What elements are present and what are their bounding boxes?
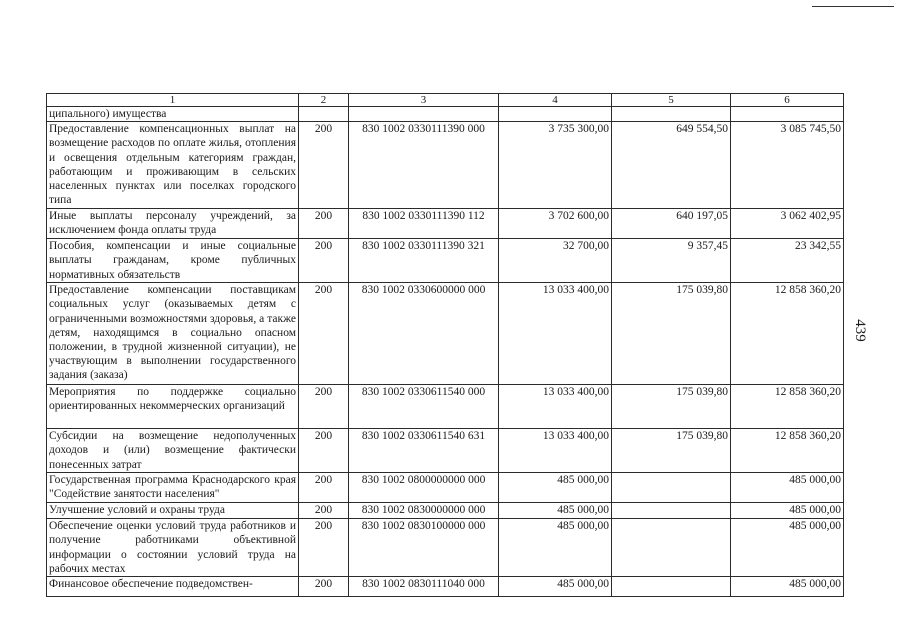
row-value-executed: 649 554,50: [612, 122, 731, 209]
header-col-6: 6: [731, 94, 844, 107]
row-value-approved: 3 735 300,00: [499, 122, 612, 209]
row-code: 200: [299, 473, 349, 503]
table-row: [47, 577, 844, 597]
table-row: [47, 385, 844, 429]
row-value-unexecuted: [731, 107, 844, 122]
budget-table: [46, 93, 844, 597]
row-value-unexecuted: 3 085 745,50: [731, 122, 844, 209]
row-value-approved: 485 000,00: [499, 503, 612, 519]
row-kbk: 830 1002 0330111390 000: [349, 122, 499, 209]
row-kbk: 830 1002 0830000000 000: [349, 503, 499, 519]
row-code: 200: [299, 239, 349, 283]
page-number: 439: [851, 319, 868, 342]
row-value-approved: 13 033 400,00: [499, 283, 612, 385]
row-value-executed: [612, 473, 731, 503]
row-kbk: 830 1002 0330611540 000: [349, 385, 499, 429]
row-name: Государственная программа Краснодарского края "Содействие занятости населения": [47, 473, 299, 503]
header-col-1: 1: [47, 94, 299, 107]
row-kbk: 830 1002 0330611540 631: [349, 429, 499, 473]
header-row: [47, 94, 844, 107]
row-value-executed: 640 197,05: [612, 209, 731, 239]
row-name: Улучшение условий и охраны труда: [47, 503, 299, 519]
row-value-approved: 13 033 400,00: [499, 385, 612, 429]
row-value-unexecuted: 485 000,00: [731, 503, 844, 519]
row-code: 200: [299, 209, 349, 239]
header-col-3: 3: [349, 94, 499, 107]
row-name: Предоставление компенсационных выплат на возмещение расходов по оплате жилья, отопления и освещения отдельным категориям граждан, работающим и проживающим в сельских населенных пунктах или поселках городского типа: [47, 122, 299, 209]
row-value-unexecuted: 485 000,00: [731, 577, 844, 597]
row-name: Субсидии на возмещение недополученных доходов и (или) возмещение фактически понесенных затрат: [47, 429, 299, 473]
row-kbk: 830 1002 0800000000 000: [349, 473, 499, 503]
table-row: [47, 107, 844, 122]
row-value-unexecuted: 485 000,00: [731, 519, 844, 577]
row-value-executed: 9 357,45: [612, 239, 731, 283]
row-value-executed: 175 039,80: [612, 385, 731, 429]
row-value-approved: 3 702 600,00: [499, 209, 612, 239]
row-kbk: 830 1002 0330111390 321: [349, 239, 499, 283]
row-value-unexecuted: 12 858 360,20: [731, 283, 844, 385]
row-name: Обеспечение оценки условий труда работников и получение работниками объективной информации о состоянии условий труда на рабочих местах: [47, 519, 299, 577]
row-name: Мероприятия по поддержке социально ориентированных некоммерческих организаций: [47, 385, 299, 429]
row-value-approved: 485 000,00: [499, 473, 612, 503]
table-row: [47, 239, 844, 283]
row-value-approved: [499, 107, 612, 122]
row-name: Финансовое обеспечение подведомствен-: [47, 577, 299, 597]
row-name: Пособия, компенсации и иные социальные выплаты гражданам, кроме публичных нормативных обязательств: [47, 239, 299, 283]
header-col-5: 5: [612, 94, 731, 107]
row-value-executed: [612, 577, 731, 597]
row-value-executed: [612, 503, 731, 519]
table-row: [47, 503, 844, 519]
row-value-executed: 175 039,80: [612, 283, 731, 385]
row-name: ципального) имущества: [47, 107, 299, 122]
row-value-approved: 13 033 400,00: [499, 429, 612, 473]
header-col-2: 2: [299, 94, 349, 107]
row-code: 200: [299, 503, 349, 519]
table-row: [47, 209, 844, 239]
row-value-unexecuted: 12 858 360,20: [731, 385, 844, 429]
row-code: 200: [299, 429, 349, 473]
row-name: Иные выплаты персоналу учреждений, за исключением фонда оплаты труда: [47, 209, 299, 239]
row-kbk: [349, 107, 499, 122]
row-name: Предоставление компенсации поставщикам социальных услуг (оказываемых детям с ограниченными возможностями здоровья, а также детям, находящимся в социально опасном положении, в трудной жизненной ситуации), не участвующим в выполнении государственного задания (заказа): [47, 283, 299, 385]
table-row: [47, 429, 844, 473]
row-value-unexecuted: 3 062 402,95: [731, 209, 844, 239]
row-kbk: 830 1002 0830111040 000: [349, 577, 499, 597]
row-code: [299, 107, 349, 122]
row-code: 200: [299, 122, 349, 209]
row-kbk: 830 1002 0830100000 000: [349, 519, 499, 577]
table-row: [47, 122, 844, 209]
row-value-unexecuted: 12 858 360,20: [731, 429, 844, 473]
row-value-executed: 175 039,80: [612, 429, 731, 473]
table-row: [47, 519, 844, 577]
row-code: 200: [299, 519, 349, 577]
table-row: [47, 473, 844, 503]
row-value-unexecuted: 485 000,00: [731, 473, 844, 503]
row-code: 200: [299, 385, 349, 429]
row-value-approved: 485 000,00: [499, 519, 612, 577]
row-kbk: 830 1002 0330600000 000: [349, 283, 499, 385]
row-kbk: 830 1002 0330111390 112: [349, 209, 499, 239]
top-rule: [812, 6, 894, 7]
row-value-executed: [612, 519, 731, 577]
header-col-4: 4: [499, 94, 612, 107]
row-value-approved: 32 700,00: [499, 239, 612, 283]
row-value-approved: 485 000,00: [499, 577, 612, 597]
row-value-executed: [612, 107, 731, 122]
row-value-unexecuted: 23 342,55: [731, 239, 844, 283]
table-row: [47, 283, 844, 385]
row-code: 200: [299, 577, 349, 597]
row-code: 200: [299, 283, 349, 385]
